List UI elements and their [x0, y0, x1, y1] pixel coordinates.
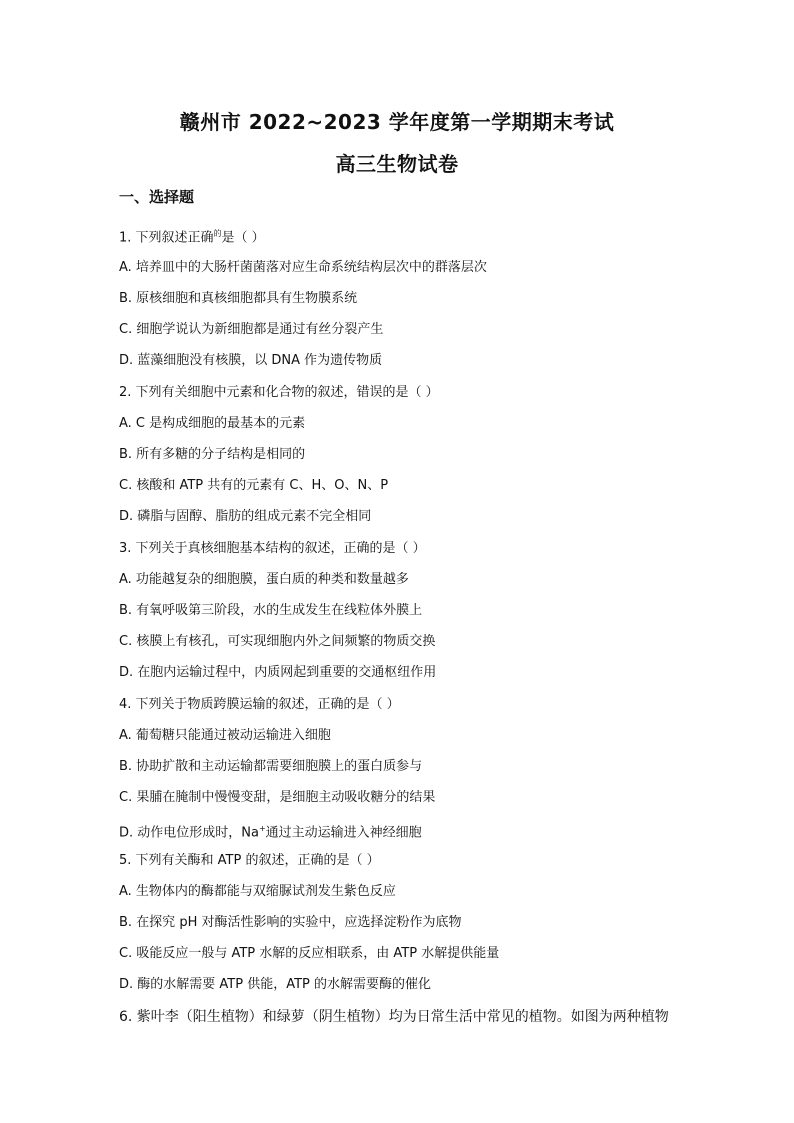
- question-2-stem: 2. 下列有关细胞中元素和化合物的叙述，错误的是（ ）: [119, 385, 439, 400]
- question-1-stem-text: 1. 下列叙述正确: [119, 230, 214, 246]
- section-heading: 一、选择题: [119, 188, 195, 206]
- question-1-stem: [119, 226, 265, 246]
- exam-title: 赣州市 2022~2023 学年度第一学期期末考试: [179, 110, 615, 134]
- question-2-option-b: B. 所有多糖的分子结构是相同的: [119, 447, 306, 462]
- exam-subtitle: 高三生物试卷: [335, 152, 459, 176]
- question-1-option-a: A. 培养皿中的大肠杆菌菌落对应生命系统结构层次中的群落层次: [119, 260, 487, 275]
- question-5-option-d: D. 酶的水解需要 ATP 供能，ATP 的水解需要酶的催化: [119, 977, 432, 992]
- question-1-option-d: D. 蓝藻细胞没有核膜，以 DNA 作为遗传物质: [119, 353, 383, 368]
- question-4-option-d-text: D. 动作电位形成时，Na: [119, 825, 259, 841]
- question-5-option-c: C. 吸能反应一般与 ATP 水解的反应相联系，由 ATP 水解提供能量: [119, 946, 500, 961]
- question-3-option-a: A. 功能越复杂的细胞膜，蛋白质的种类和数量越多: [119, 572, 409, 587]
- question-3-option-c: C. 核膜上有核孔，可实现细胞内外之间频繁的物质交换: [119, 634, 436, 649]
- question-5-option-b: B. 在探究 pH 对酶活性影响的实验中，应选择淀粉作为底物: [119, 915, 462, 930]
- question-3-option-b: B. 有氧呼吸第三阶段，水的生成发生在线粒体外膜上: [119, 603, 423, 618]
- question-4-stem: 4. 下列关于物质跨膜运输的叙述，正确的是（ ）: [119, 697, 400, 712]
- question-4-option-d-tail: 通过主动运输进入神经细胞: [265, 825, 422, 841]
- question-4-option-d: [119, 821, 422, 841]
- sodium-ion-charge: +: [258, 824, 266, 833]
- question-3-stem: 3. 下列关于真核细胞基本结构的叙述，正确的是（ ）: [119, 541, 426, 556]
- question-3-option-d: D. 在胞内运输过程中，内质网起到重要的交通枢纽作用: [119, 665, 437, 680]
- question-2-option-c: C. 核酸和 ATP 共有的元素有 C、H、O、N、P: [119, 478, 389, 493]
- question-1-option-c: C. 细胞学说认为新细胞都是通过有丝分裂产生: [119, 322, 384, 337]
- question-1-stem-sup: 的: [213, 229, 222, 238]
- question-1-option-b: B. 原核细胞和真核细胞都具有生物膜系统: [119, 291, 358, 306]
- question-4-option-c: C. 果脯在腌制中慢慢变甜，是细胞主动吸收糖分的结果: [119, 790, 436, 805]
- question-6-stem: 6. 紫叶李（阳生植物）和绿萝（阴生植物）均为日常生活中常见的植物。如图为两种植物: [119, 1009, 669, 1025]
- question-4-option-a: A. 葡萄糖只能通过被动运输进入细胞: [119, 728, 331, 743]
- question-5-stem: 5. 下列有关酶和 ATP 的叙述，正确的是（ ）: [119, 853, 380, 868]
- question-2-option-d: D. 磷脂与固醇、脂肪的组成元素不完全相同: [119, 509, 372, 524]
- question-5-option-a: A. 生物体内的酶都能与双缩脲试剂发生紫色反应: [119, 884, 396, 899]
- question-2-option-a: A. C 是构成细胞的最基本的元素: [119, 416, 306, 431]
- question-1-stem-tail: 是（ ）: [221, 230, 265, 246]
- question-4-option-b: B. 协助扩散和主动运输都需要细胞膜上的蛋白质参与: [119, 759, 423, 774]
